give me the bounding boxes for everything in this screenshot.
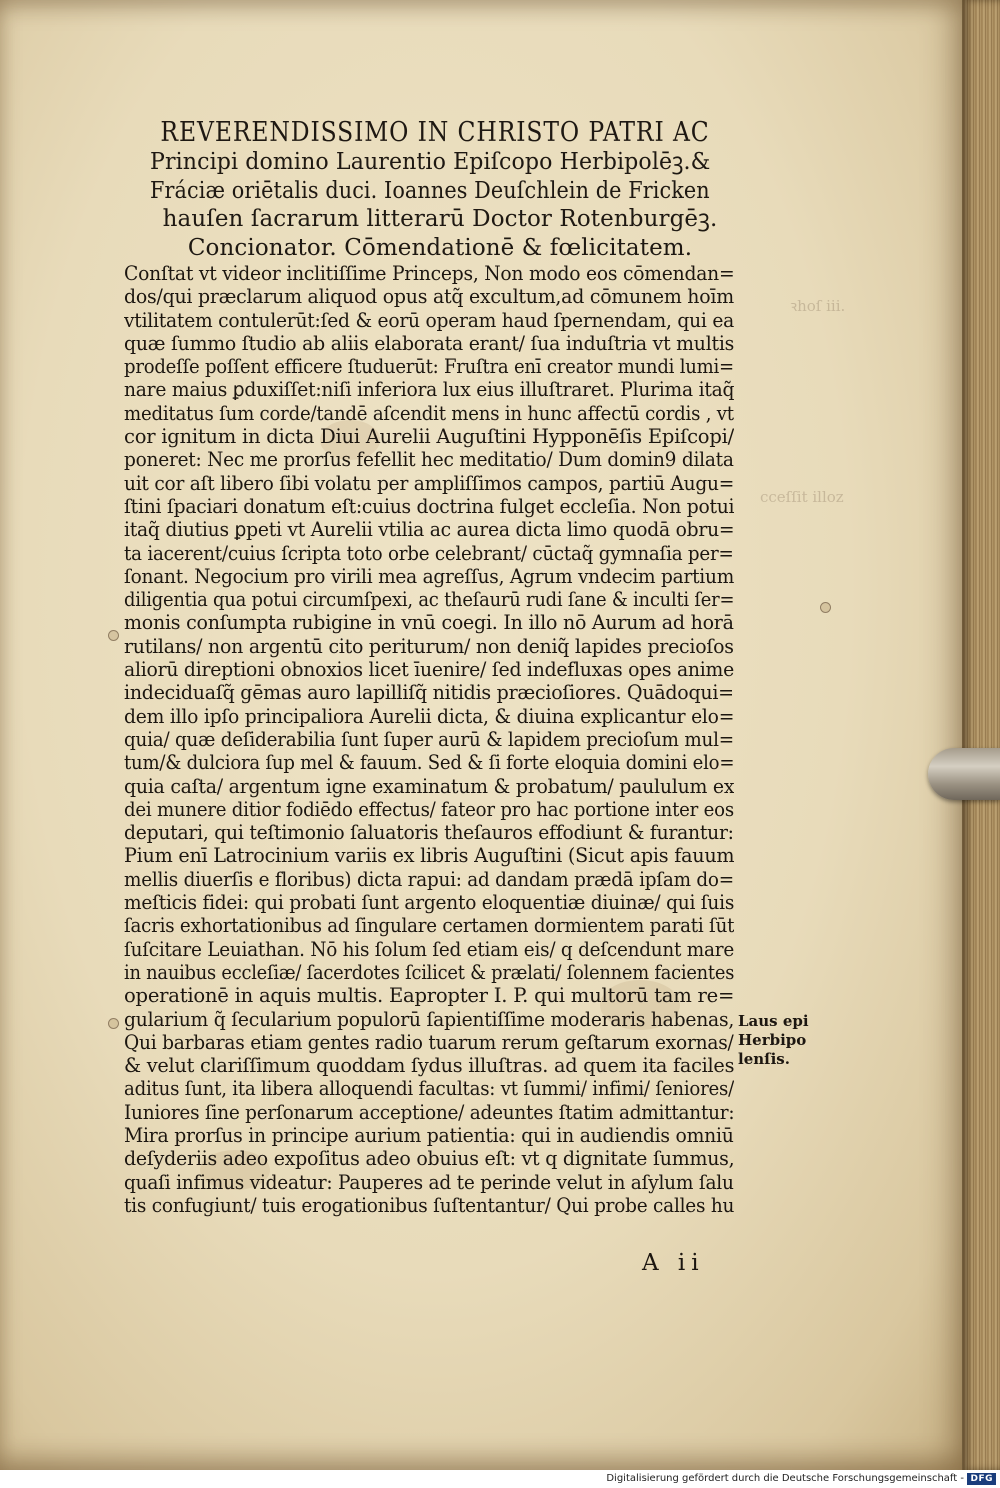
show-through-text: cceſſit illoz: [760, 488, 844, 506]
heading-line: Concionator. Cōmendationē & fœlicitatem.: [187, 234, 693, 261]
text-line: ſacris exhortationibus ad ſingulare certamen dormientem parati ſūt: [124, 914, 735, 938]
text-line: itaq̃ diutius ꝑpeti vt Aurelii vtilia ac aurea dicta limo quodā obru=: [124, 518, 734, 542]
text-line: ta iacerent/cuius ſcripta toto orbe celebrant/ cūctaq̃ gymnaſia per=: [124, 541, 734, 565]
dedication-heading: [150, 118, 730, 262]
text-line: dos/qui præclarum aliquod opus atq̃ excultum,ad cōmunem hoīm: [124, 285, 734, 309]
body-text: [124, 262, 734, 1217]
text-line: ſuſcitare Leuiathan. Nō his ſolum ſed etiam eis/ q deſcendunt mare: [124, 937, 735, 961]
text-line: quia/ quæ deſiderabilia ſunt ſuper aurū & lapidem precioſum mul=: [124, 727, 734, 751]
text-line: ſonant. Negocium pro virili mea agreſſus, Agrum vndecim partium: [124, 564, 735, 588]
heading-line: Principi domino Laurentio Epiſcopo Herbipolēꝫ.&: [150, 149, 711, 175]
marginal-note: [738, 1012, 809, 1069]
text-line: Mira prorſus in principe aurium patientia: qui in audiendis omniū: [124, 1123, 734, 1147]
text-line: quaſi infimus videatur: Pauperes ad te perinde velut in aſylum ſalu: [124, 1170, 734, 1194]
text-line: gularium q̃ ſecularium populorū ſapientiſſime moderaris habenas,: [124, 1007, 734, 1031]
worm-hole: [108, 1018, 119, 1029]
text-line: aliorū direptioni obnoxios licet īuenire/ ſed indefluxas opes anime: [124, 658, 735, 682]
text-line: Qui barbaras etiam gentes radio tuarum rerum geſtarum exornas/: [124, 1030, 734, 1054]
book-clasp: [928, 748, 1000, 800]
footer-bar: [0, 1470, 1000, 1488]
text-line: tum/& dulciora ſup mel & fauum. Sed & ſi forte eloquia domini elo=: [124, 751, 735, 775]
text-line: Pium enī Latrocinium variis ex libris Auguſtini (Sicut apis fauum: [124, 844, 735, 868]
text-line: & velut clariſſimum quoddam ſydus illuſtras. ad quem ita faciles: [124, 1054, 735, 1078]
text-line: vtilitatem contulerūt:ſed & eorū operam haud ſpernendam, qui ea: [124, 308, 734, 332]
text-line: meſticis fidei: qui probati ſunt argento eloquentiæ diuinæ/ qui ſuis: [124, 891, 734, 915]
marginal-line: Laus epi: [738, 1012, 809, 1030]
text-line: Conſtat vt videor inclitiſſime Princeps, Non modo eos cōmendan=: [124, 262, 734, 285]
text-line: prodeſſe poſſent efficere ſtuduerūt: Fruſtra enī creator mundi lumi=: [124, 355, 734, 379]
heading-line: hauſen ſacrarum litterarū Doctor Rotenburgēꝫ.: [162, 206, 718, 232]
worm-hole: [108, 630, 119, 641]
text-line: meditatus ſum corde/tandē aſcendit mens in hunc affectū cordis , vt: [124, 401, 734, 425]
text-line: diligentia qua potui circumſpexi, ac theſaurū rudi ſane & inculti ſer=: [124, 588, 735, 612]
text-line: indeciduaſq̃ gēmas auro lapilliſq̃ nitidis præcioſiores. Quādoqui=: [124, 681, 734, 705]
text-line: in nauibus eccleſiæ/ ſacerdotes ſcilicet & prælati/ ſolennem facientes: [124, 960, 734, 984]
text-line: monis conſumpta rubigine in vnū coegi. In illo nō Aurum ad horā: [124, 611, 734, 635]
heading-line: REVERENDISSIMO IN CHRISTO PATRI AC: [160, 117, 710, 148]
heading-line: Fráciæ oriētalis duci. Ioannes Deuſchlein de Fricken: [150, 177, 710, 204]
show-through-text: ꝛhoſ iii.: [790, 297, 846, 315]
text-line: aditus ſunt, ita libera alloquendi facultas: vt ſummi/ infimi/ ſeniores/: [124, 1077, 735, 1101]
text-line: poneret: Nec me prorſus fefellit hec meditatio/ Dum domin9 dilata: [124, 448, 734, 472]
text-line: Iuniores ſine perſonarum acceptione/ adeuntes ſtatim admittantur:: [124, 1100, 734, 1124]
text-line: quia caſta/ argentum igne examinatum & probatum/ paululum ex: [124, 774, 735, 798]
book-page-edges: [962, 0, 1000, 1470]
signature-mark: A ii: [642, 1250, 705, 1276]
text-line: dei munere ditior fodiēdo effectus/ fateor pro hac portione inter eos: [124, 797, 734, 821]
text-line: cor ignitum in dicta Diui Aurelii Auguſtini Hypponēſis Epiſcopi/: [124, 425, 734, 449]
text-line: nare maius ꝑduxiſſet:niſi inferiora lux eius illuſtraret. Plurima itaq̃: [124, 378, 734, 402]
text-line: tis confugiunt/ tuis erogationibus ſuſtentantur/ Qui probe calles hu: [124, 1193, 734, 1217]
worm-hole: [820, 602, 831, 613]
funding-notice: Digitalisierung gefördert durch die Deutsche Forschungsgemeinschaft -: [606, 1473, 964, 1484]
text-line: ſtini ſpaciari donatum eſt:cuius doctrina fulget eccleſia. Non potui: [124, 494, 734, 518]
text-line: uit cor aſt libero ſibi volatu per ampliſſimos campos, partiū Augu=: [124, 471, 734, 495]
text-line: quæ ſummo ſtudio ab aliis elaborata erant/ ſua induſtria vt multis: [124, 331, 734, 355]
text-line: deſyderiis adeo expoſitus adeo obuius eſt: vt q dignitate ſummus,: [124, 1147, 735, 1171]
text-line: dem illo ipſo principaliora Aurelii dicta, & diuina explicantur elo=: [124, 704, 734, 728]
text-line: operationē in aquis multis. Eapropter I. P. qui multorū tam re=: [124, 984, 734, 1008]
text-line: mellis diuerſis e floribus) dicta rapui: ad dandam prædā ipſam do=: [124, 867, 734, 891]
text-line: rutilans/ non argentū cito periturum/ non deniq̃ lapides precioſos: [124, 634, 734, 658]
text-line: deputari, qui teſtimonio ſaluatoris theſauros effodiunt & furantur:: [124, 821, 734, 845]
dfg-logo-icon: DFG: [967, 1473, 996, 1485]
marginal-line: Herbipo: [738, 1031, 807, 1049]
marginal-line: lenſis.: [738, 1050, 790, 1068]
